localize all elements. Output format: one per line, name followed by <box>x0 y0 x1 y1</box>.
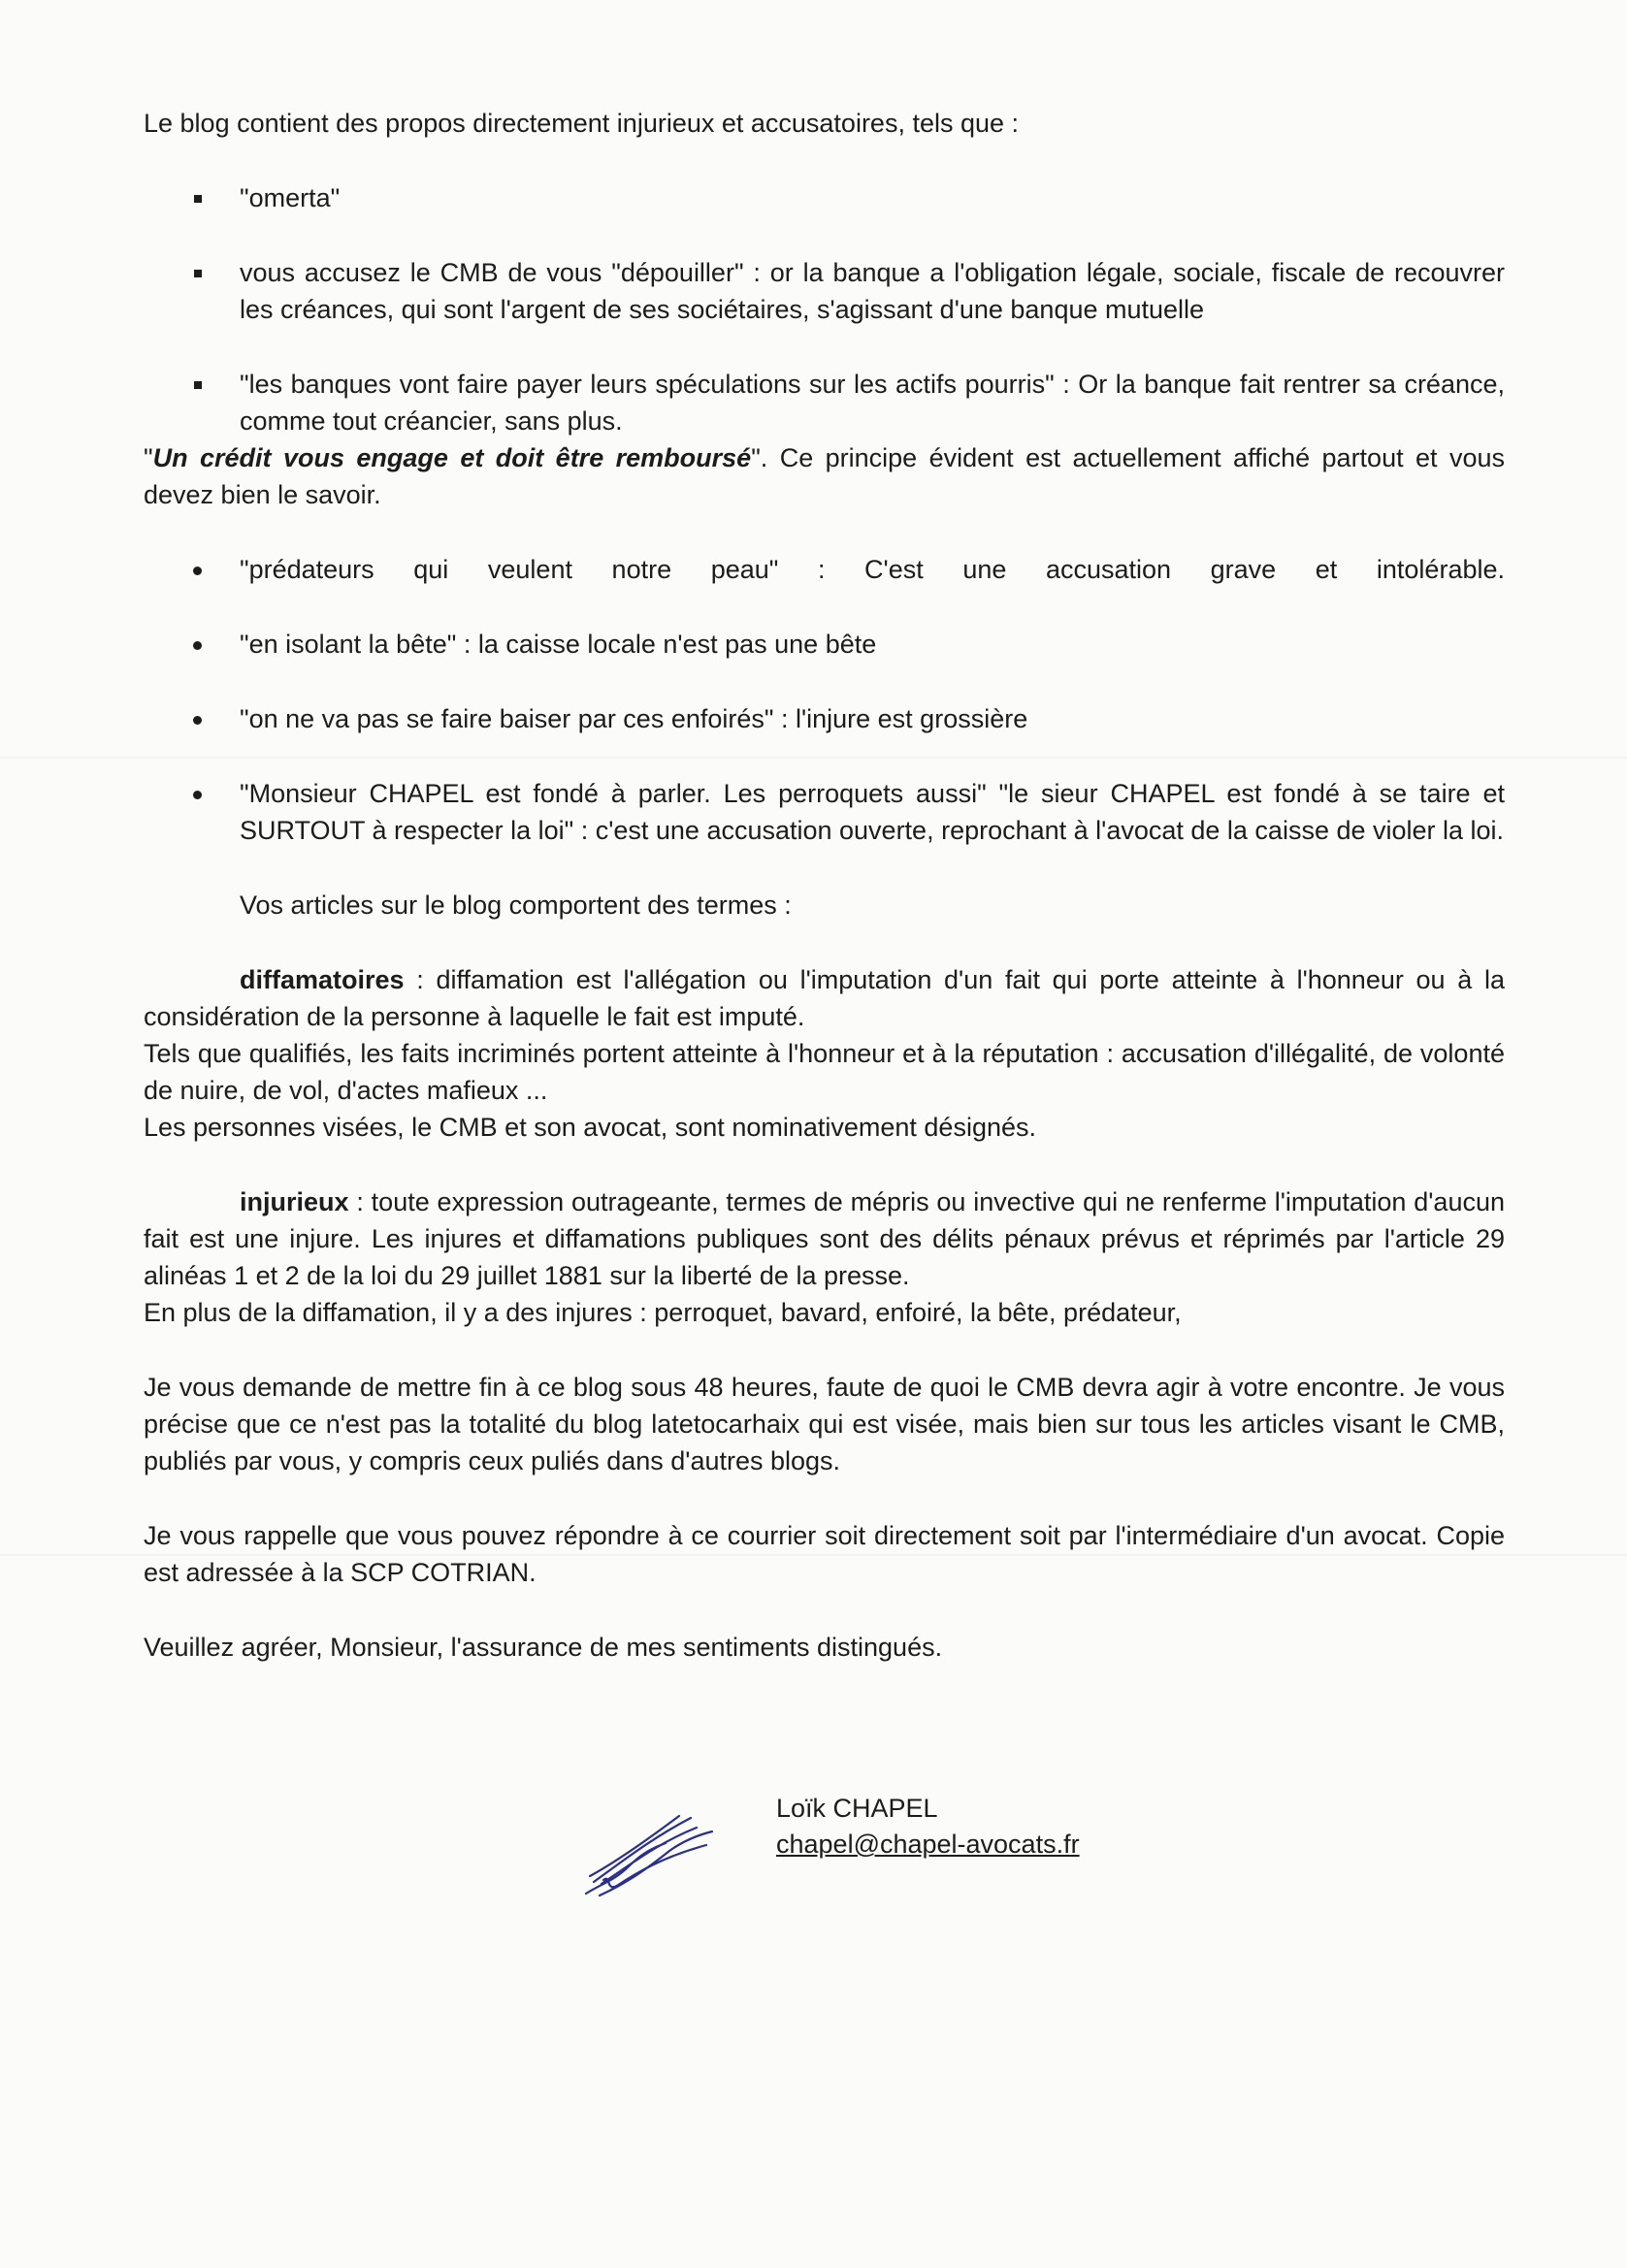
signature-block <box>776 1791 1080 1863</box>
intro-paragraph: Le blog contient des propos directement injurieux et accusatoires, tels que : <box>144 109 1020 138</box>
bullet-enfoires: "on ne va pas se faire baiser par ces enfoirés" : l'injure est grossière <box>144 700 1505 737</box>
en-plus-paragraph: En plus de la diffamation, il y a des injures : perroquet, bavard, enfoiré, la bête, prédateur, <box>144 1298 1182 1327</box>
articles-intro: Vos articles sur le blog comportent des termes : <box>240 891 792 920</box>
term-diffamatoires: diffamatoires <box>240 965 405 994</box>
demande-paragraph: Je vous demande de mettre fin à ce blog sous 48 heures, faute de quoi le CMB devra agir à votre encontre. Je vous précise que ce n'est pas la totalité du blog latetocarhaix qui est visée, mais bien sur tous les articles visant le CMB, publiés par vous, y compris ceux puliés dans d'autres blogs. <box>144 1373 1505 1475</box>
signer-email-link[interactable]: chapel@chapel-avocats.fr <box>776 1830 1080 1859</box>
injurieux-paragraph: injurieux : toute expression outrageante, termes de mépris ou invective qui ne renferme l'imputation d'aucun fait est une injure. Les injures et diffamations publiques sont des délits pénaux prévus et réprimés par l'article 29 alinéas 1 et 2 de la loi du 29 juillet 1881 sur la liberté de la presse. <box>144 1187 1505 1290</box>
bullet-depouiller: vous accusez le CMB de vous "dépouiller" : or la banque a l'obligation légale, sociale, fiscale de recouvrer les créances, qui sont l'argent de ses sociétaires, s'agissant d'une banque mutuelle <box>144 254 1505 328</box>
term-injurieux: injurieux <box>240 1187 349 1216</box>
handwritten-signature <box>582 1806 737 1903</box>
bullet-predateurs: "prédateurs qui veulent notre peau" : C'est une accusation grave et intolérable. <box>144 551 1505 588</box>
credit-paragraph: "Un crédit vous engage et doit être remboursé". Ce principe évident est actuellement affiché partout et vous devez bien le savoir. <box>144 443 1505 509</box>
bullet-omerta: "omerta" <box>144 179 1505 216</box>
signer-name: Loïk CHAPEL <box>776 1794 938 1823</box>
rappelle-paragraph: Je vous rappelle que vous pouvez répondre à ce courrier soit directement soit par l'intermédiaire d'un avocat. Copie est adressée à la SCP COTRIAN. <box>144 1521 1505 1587</box>
bullet-speculations: "les banques vont faire payer leurs spéculations sur les actifs pourris" : Or la banque fait rentrer sa créance, comme tout créancier, sans plus. <box>144 366 1505 439</box>
bullet-chapel: "Monsieur CHAPEL est fondé à parler. Les perroquets aussi" "le sieur CHAPEL est fondé à se taire et SURTOUT à respecter la loi" : c'est une accusation ouverte, reprochant à l'avocat de la caisse de violer la loi. <box>144 775 1505 849</box>
credit-quote-emphasis: Un crédit vous engage et doit être remboursé <box>152 443 752 472</box>
personnes-paragraph: Les personnes visées, le CMB et son avocat, sont nominativement désignés. <box>144 1113 1036 1142</box>
letter-body <box>144 105 1505 1666</box>
closing-paragraph: Veuillez agréer, Monsieur, l'assurance de mes sentiments distingués. <box>144 1633 943 1662</box>
qualifies-paragraph: Tels que qualifiés, les faits incriminés portent atteinte à l'honneur et à la réputation : accusation d'illégalité, de volonté de nuire, de vol, d'actes mafieux ... <box>144 1039 1505 1105</box>
diffamatoires-paragraph: diffamatoires : diffamation est l'allégation ou l'imputation d'un fait qui porte atteinte à l'honneur ou à la considération de la personne à laquelle le fait est imputé. <box>144 965 1505 1031</box>
bullet-bete: "en isolant la bête" : la caisse locale n'est pas une bête <box>144 626 1505 663</box>
